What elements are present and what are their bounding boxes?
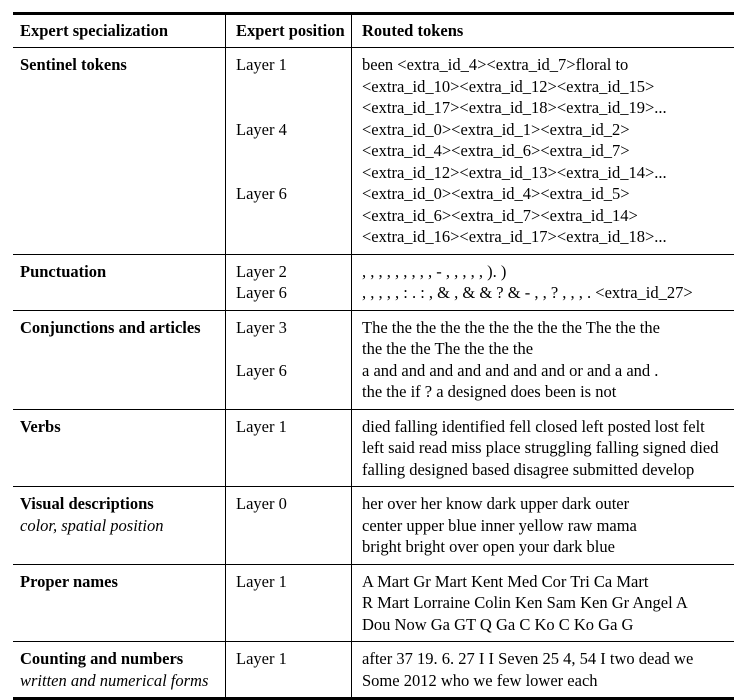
routed-tokens-line: falling designed based disagree submitted develop xyxy=(362,459,695,479)
specialization-cell xyxy=(13,311,225,409)
routed-tokens-line: left said read miss place struggling falling signed died xyxy=(362,438,719,457)
position-cell xyxy=(225,642,351,697)
layer-label: Layer 3 xyxy=(236,317,287,337)
position-cell xyxy=(225,487,351,564)
layer-label: Layer 1 xyxy=(236,571,287,591)
tokens-cell xyxy=(351,642,734,697)
layer-label: Layer 6 xyxy=(236,184,287,203)
tokens-cell xyxy=(351,311,734,409)
tokens-cell xyxy=(351,565,734,642)
table-section xyxy=(13,310,734,409)
table-section xyxy=(13,254,734,310)
specialization-name: Sentinel tokens xyxy=(20,55,127,74)
routed-tokens-line: the the if ? a designed does been is not xyxy=(362,382,617,401)
specialization-name: Verbs xyxy=(20,416,61,436)
layer-label: Layer 1 xyxy=(236,649,287,668)
specialization-cell xyxy=(13,255,225,310)
routed-tokens-line: Dou Now Ga GT Q Ga C Ko C Ko Ga G xyxy=(362,614,634,634)
specialization-cell xyxy=(13,642,225,697)
routed-tokens-line: The the the the the the the the the The the the xyxy=(362,317,660,337)
position-cell xyxy=(225,565,351,642)
routed-tokens-line: bright bright over open your dark blue xyxy=(362,537,615,556)
tokens-cell xyxy=(351,410,734,487)
routed-tokens-line: <extra_id_0><extra_id_4><extra_id_5> xyxy=(362,184,630,203)
position-cell xyxy=(225,255,351,310)
table-section xyxy=(13,486,734,564)
routed-tokens-line: her over her know dark upper dark outer xyxy=(362,494,630,513)
routed-tokens-line: <extra_id_10><extra_id_12><extra_id_15> xyxy=(362,76,655,96)
routed-tokens-line: after 37 19. 6. 27 I I Seven 25 4, 54 I two dead we xyxy=(362,649,694,668)
routed-tokens-line: <extra_id_6><extra_id_7><extra_id_14> xyxy=(362,205,638,225)
layer-label: Layer 1 xyxy=(236,416,287,436)
layer-label: Layer 1 xyxy=(236,55,287,74)
specialization-cell xyxy=(13,565,225,642)
tokens-cell xyxy=(351,48,734,254)
routed-tokens-line: A Mart Gr Mart Kent Med Cor Tri Ca Mart xyxy=(362,571,649,591)
expert-specialization-table xyxy=(13,12,734,700)
specialization-name: Conjunctions and articles xyxy=(20,317,201,337)
table-section xyxy=(13,409,734,487)
specialization-name: Visual descriptions xyxy=(20,494,154,513)
tokens-cell xyxy=(351,255,734,310)
routed-tokens-line: <extra_id_17><extra_id_18><extra_id_19>... xyxy=(362,98,667,117)
table-header xyxy=(13,15,734,47)
table-body xyxy=(13,47,734,697)
specialization-cell xyxy=(13,487,225,564)
layer-label: Layer 6 xyxy=(236,360,287,380)
routed-tokens-line: the the the The the the the xyxy=(362,339,534,358)
routed-tokens-line: died falling identified fell closed left posted lost felt xyxy=(362,416,705,436)
table-section xyxy=(13,47,734,254)
layer-label: Layer 2 xyxy=(236,261,287,281)
specialization-subtitle: color, spatial position xyxy=(20,515,164,535)
table-section xyxy=(13,564,734,642)
layer-label: Layer 4 xyxy=(236,119,287,139)
routed-tokens-line: Some 2012 who we few lower each xyxy=(362,670,598,690)
routed-tokens-line: , , , , , , , , , - , , , , , ). ) xyxy=(362,261,507,281)
tokens-cell xyxy=(351,487,734,564)
routed-tokens-line: , , , , , : . : , & , & & ? & - , , ? , , , . <extra_id_27> xyxy=(362,283,693,302)
column-header-routed-tokens: Routed tokens xyxy=(351,15,734,47)
column-header-expert-specialization: Expert specialization xyxy=(20,21,169,40)
routed-tokens-line: <extra_id_4><extra_id_6><extra_id_7> xyxy=(362,141,630,160)
specialization-name: Proper names xyxy=(20,571,118,591)
column-header-expert-position: Expert position xyxy=(225,15,351,47)
specialization-cell xyxy=(13,410,225,487)
routed-tokens-line: been <extra_id_4><extra_id_7>floral to xyxy=(362,55,629,74)
specialization-subtitle: written and numerical forms xyxy=(20,670,209,690)
layer-label: Layer 6 xyxy=(236,283,287,302)
position-cell xyxy=(225,410,351,487)
specialization-name: Punctuation xyxy=(20,261,107,281)
position-cell xyxy=(225,311,351,409)
position-cell xyxy=(225,48,351,254)
routed-tokens-line: a and and and and and and and or and a and . xyxy=(362,360,659,380)
layer-label: Layer 0 xyxy=(236,494,287,513)
routed-tokens-line: <extra_id_0><extra_id_1><extra_id_2> xyxy=(362,119,630,139)
routed-tokens-line: R Mart Lorraine Colin Ken Sam Ken Gr Angel A xyxy=(362,593,688,612)
table-section xyxy=(13,641,734,697)
routed-tokens-line: <extra_id_12><extra_id_13><extra_id_14>... xyxy=(362,162,667,182)
routed-tokens-line: center upper blue inner yellow raw mama xyxy=(362,515,637,535)
routed-tokens-line: <extra_id_16><extra_id_17><extra_id_18>... xyxy=(362,227,667,246)
specialization-name: Counting and numbers xyxy=(20,649,184,668)
specialization-cell xyxy=(13,48,225,254)
